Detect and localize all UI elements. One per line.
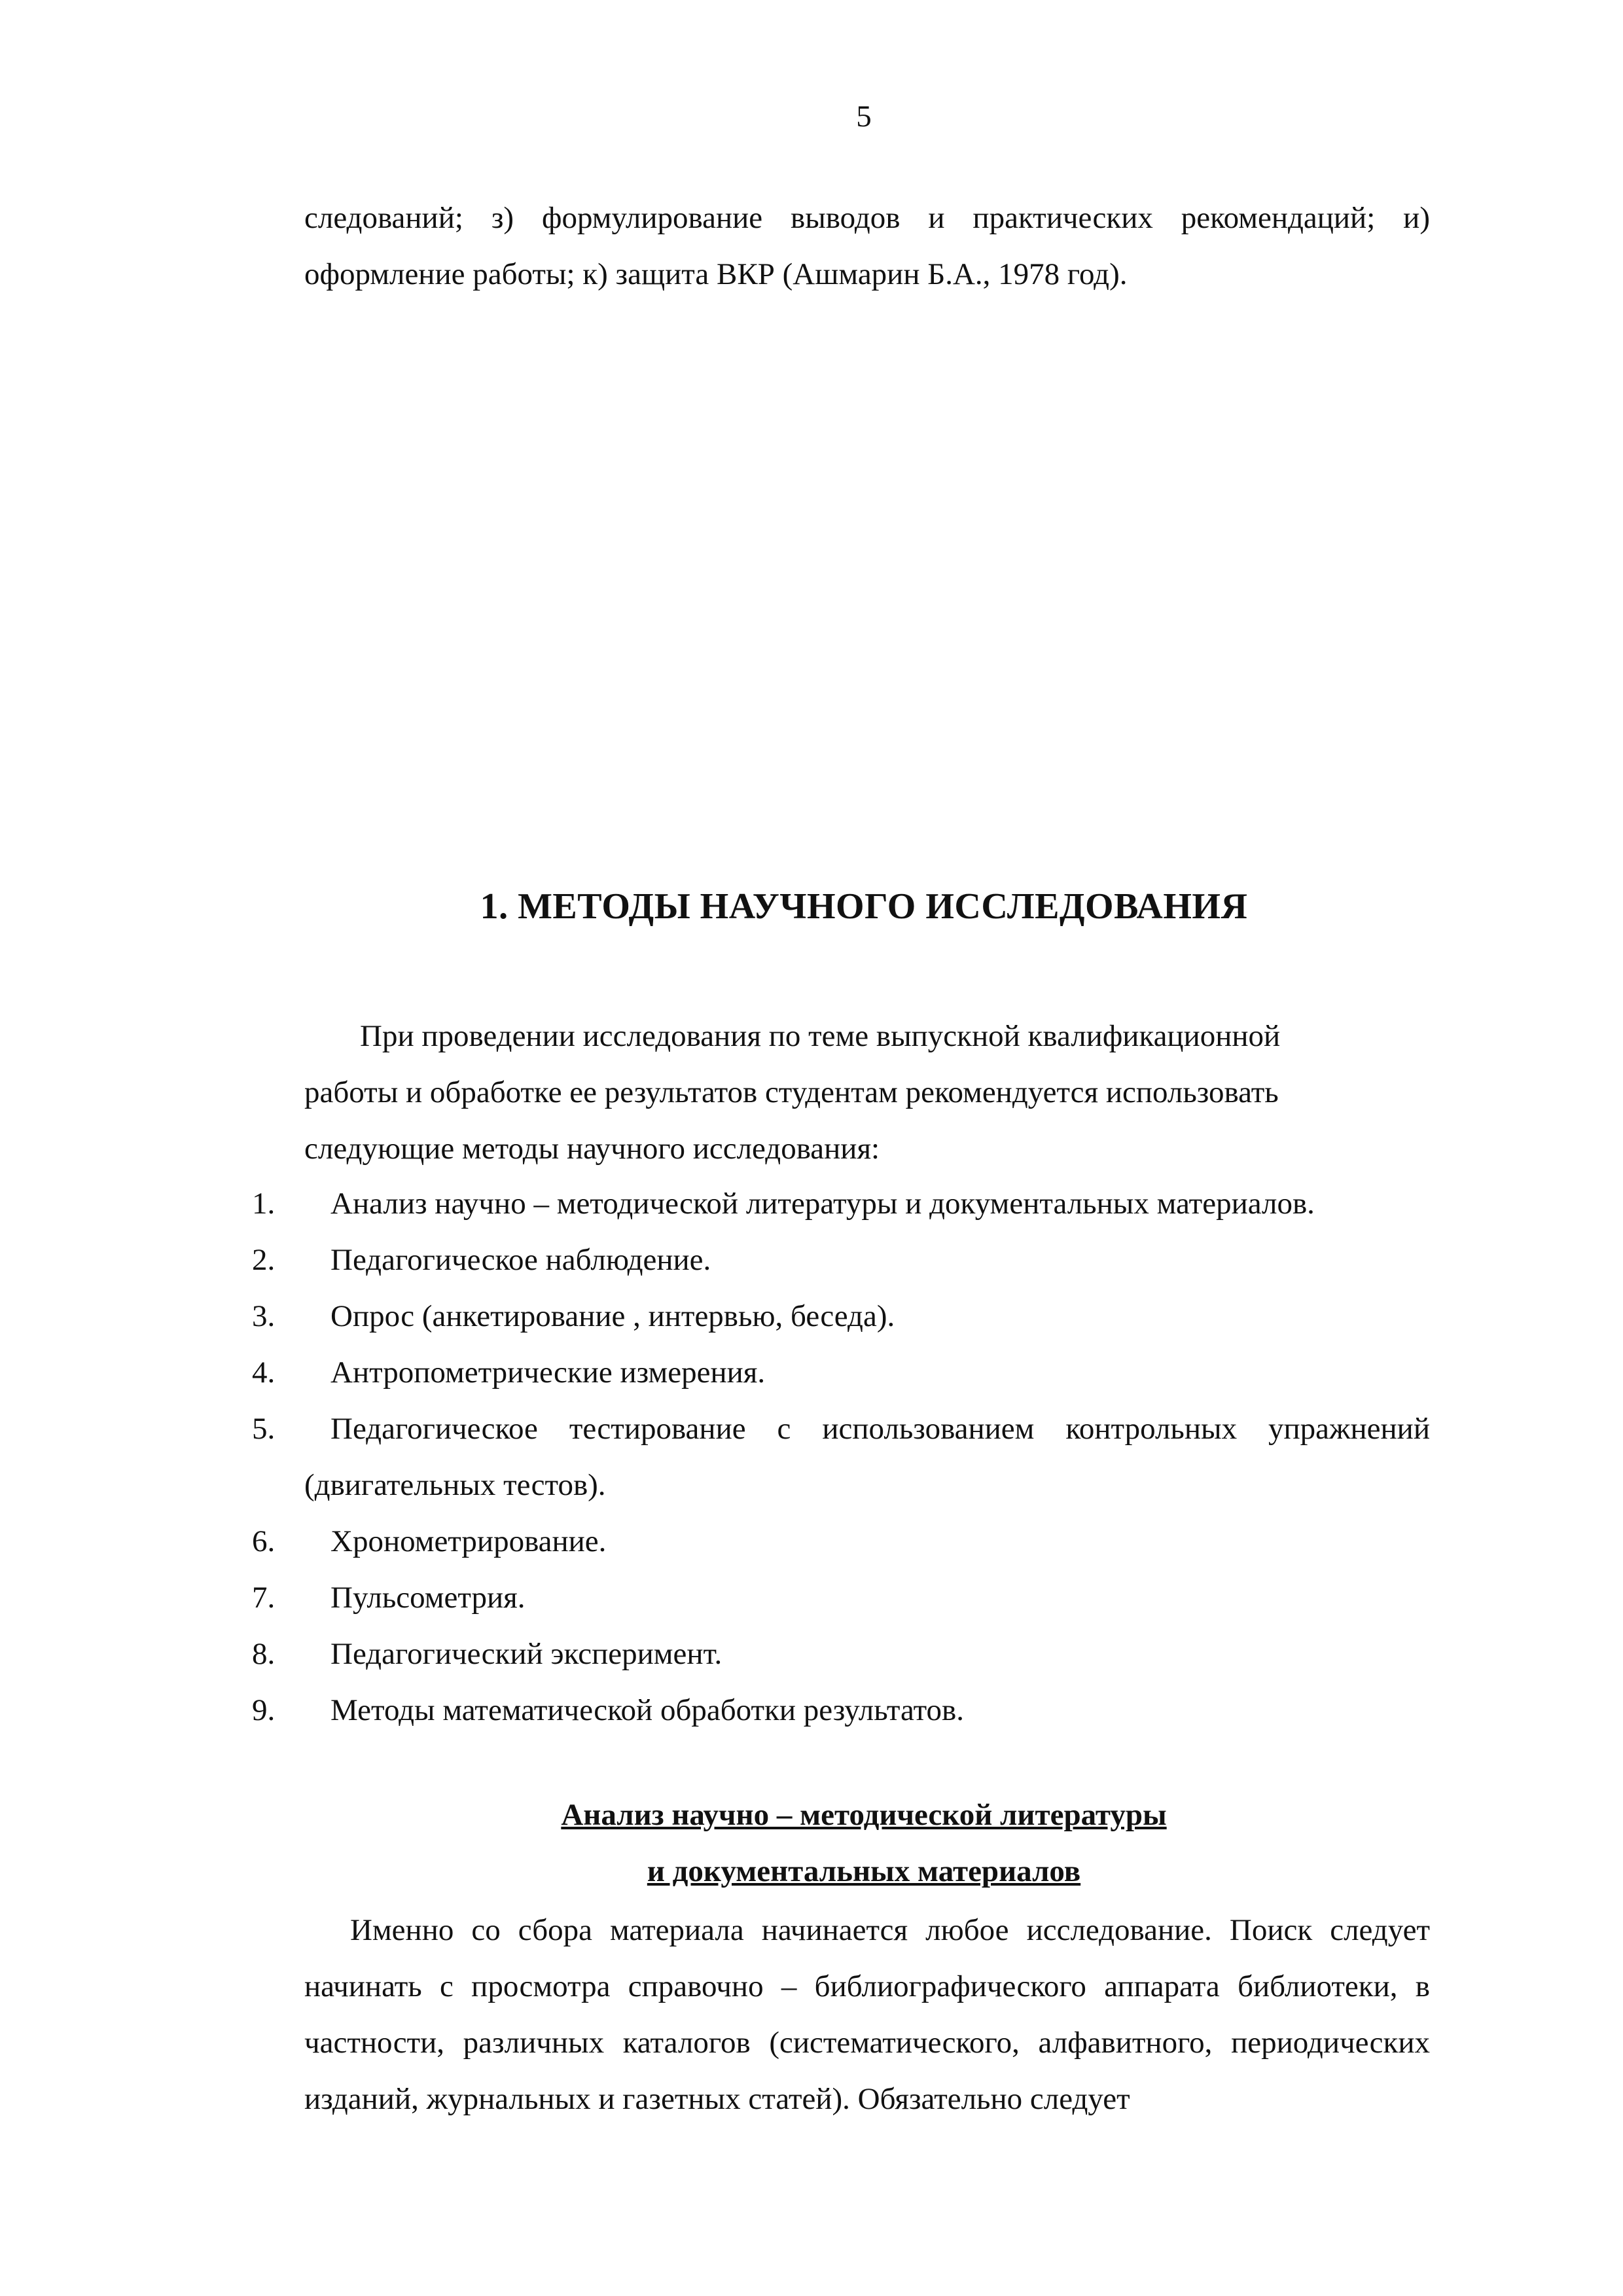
list-item-text: Педагогический эксперимент. (330, 1637, 722, 1671)
list-item-text: Хронометрирование. (330, 1524, 607, 1558)
list-item (252, 1288, 1430, 1344)
list-item (252, 1626, 1430, 1682)
list-item-text: Педагогическое наблюдение. (330, 1243, 711, 1277)
section-heading-line-1: Анализ научно – методической литературы (561, 1798, 1167, 1832)
lead-paragraph (304, 1008, 1430, 1177)
list-item-number: 7. (252, 1581, 276, 1615)
list-item-number: 3. (252, 1299, 276, 1333)
list-item-text: Антропометрические измерения. (330, 1355, 766, 1390)
section-heading-line-2: и документальных материалов (647, 1854, 1081, 1888)
list-item-continuation: (двигательных тестов). (304, 1468, 606, 1502)
lead-line-3: следующие методы научного исследования: (304, 1132, 880, 1166)
list-item-number: 9. (252, 1693, 276, 1727)
list-item (252, 1232, 1430, 1288)
lead-line-2: работы и обработке ее результатов студентам рекомендуется использовать (304, 1075, 1279, 1109)
section-paragraph: Именно со сбора материала начинается любое исследование. Поиск следует начинать с просмотра справочно – библиографического аппарата библиотеки, в частности, различных каталогов (систематического, алфавитного, периодических изданий, журнальных и газетных статей). Обязательно следует (304, 1913, 1430, 2116)
list-item-text: Опрос (анкетирование , интервью, беседа). (330, 1299, 895, 1333)
list-item-text: Анализ научно – методической литературы и документальных материалов. (330, 1187, 1315, 1221)
list-item (252, 1344, 1430, 1401)
list-item-number: 1. (252, 1187, 276, 1221)
list-item-number: 8. (252, 1637, 276, 1671)
intro-line-1: следований; з) формулирование выводов и практических рекомендаций; и) (304, 201, 1430, 235)
list-item-number: 5. (252, 1412, 276, 1446)
section-body (304, 1902, 1430, 2127)
list-item (252, 1401, 1430, 1457)
list-item (252, 1513, 1430, 1570)
list-item-text: Педагогическое тестирование с использованием контрольных упражнений (330, 1412, 1430, 1446)
page-number: 5 (856, 99, 872, 134)
list-item-number: 6. (252, 1524, 276, 1558)
intro-paragraph (304, 190, 1430, 302)
list-item-number: 4. (252, 1355, 276, 1390)
chapter-title: 1. МЕТОДЫ НАУЧНОГО ИССЛЕДОВАНИЯ (480, 886, 1248, 927)
lead-line-1: При проведении исследования по теме выпускной квалификационной (360, 1019, 1281, 1053)
intro-line-2: оформление работы; к) защита ВКР (Ашмарин Б.А., 1978 год). (304, 257, 1128, 291)
list-item-text: Пульсометрия. (330, 1581, 526, 1615)
list-item (252, 1175, 1430, 1232)
list-item (252, 1570, 1430, 1626)
list-item-number: 2. (252, 1243, 276, 1277)
list-item-text: Методы математической обработки результатов. (330, 1693, 964, 1727)
methods-list (252, 1175, 1430, 1738)
list-item (252, 1682, 1430, 1738)
